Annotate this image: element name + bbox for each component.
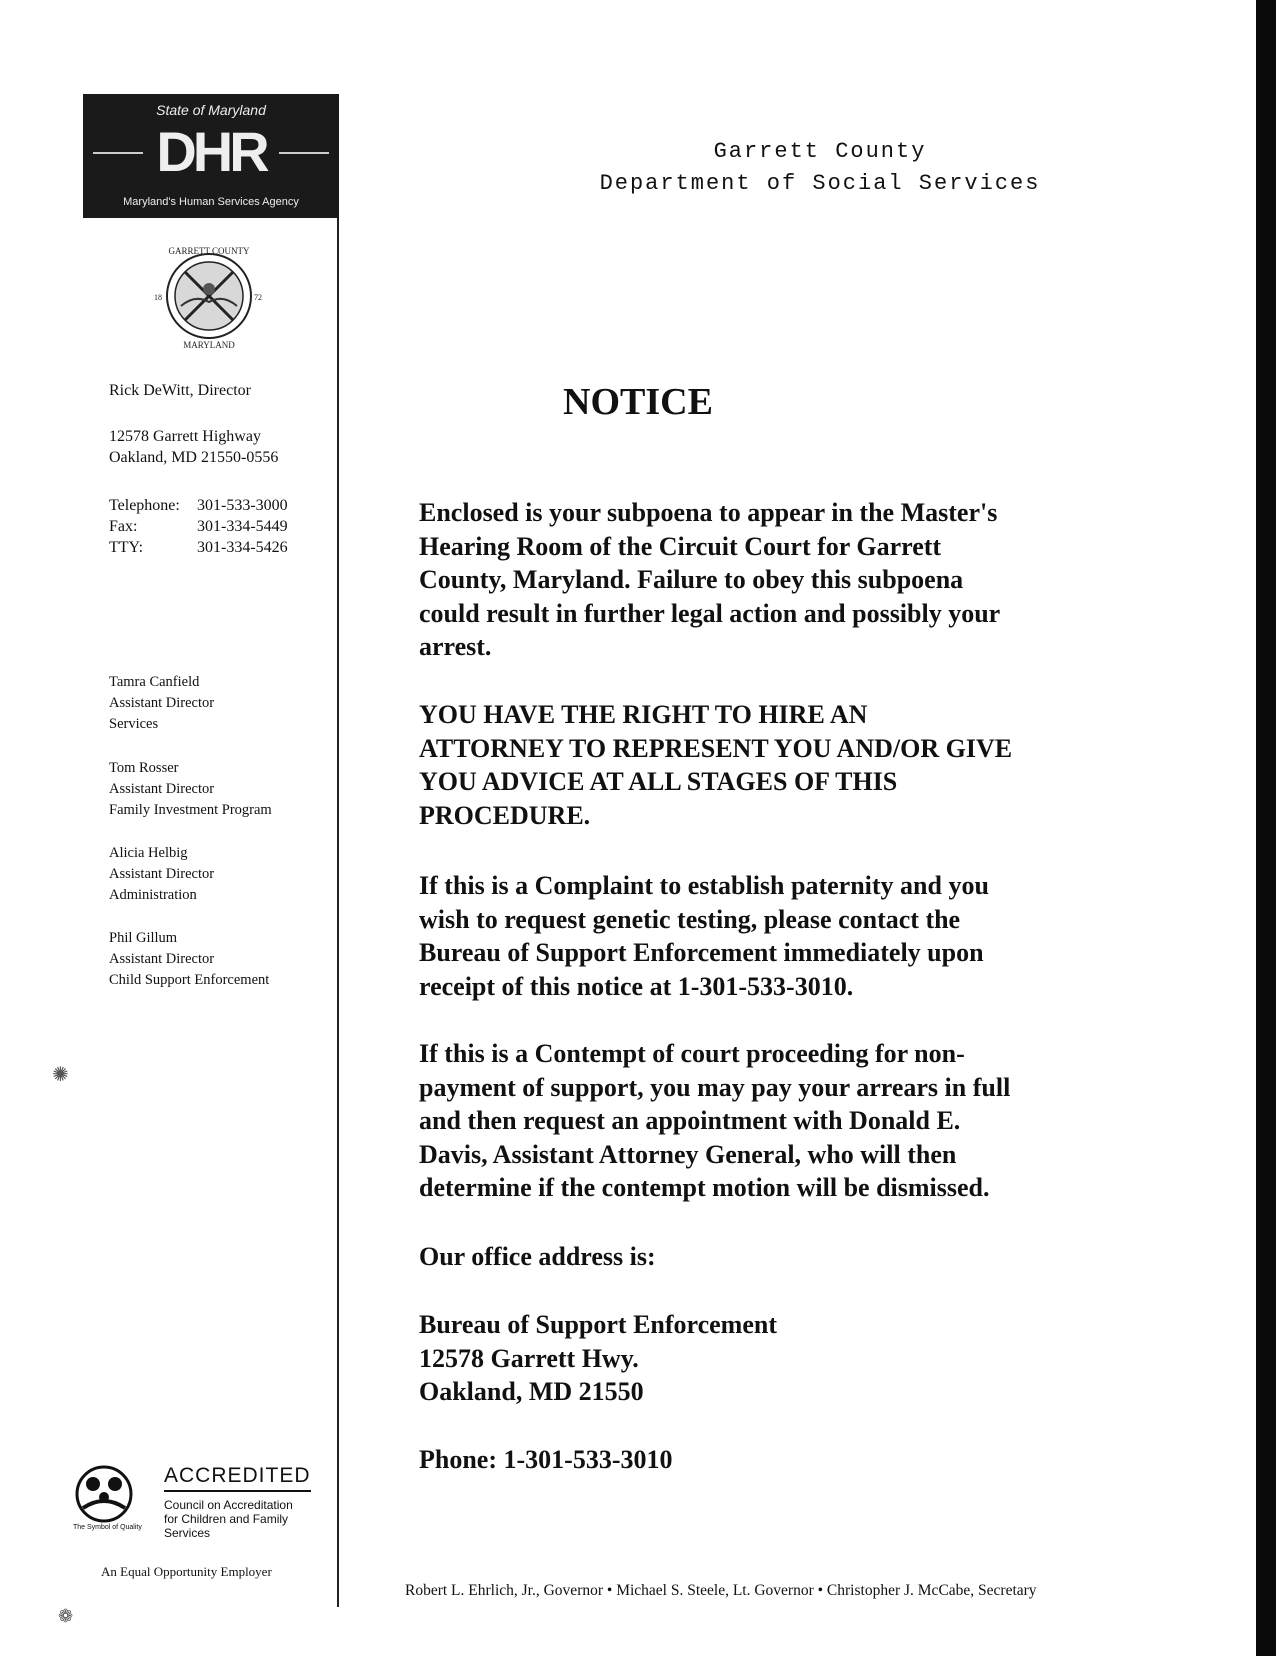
- svg-text:GARRETT COUNTY: GARRETT COUNTY: [168, 246, 250, 256]
- director-name: Rick DeWitt, Director: [109, 382, 251, 399]
- logo-dhr-mark: DHR: [156, 120, 266, 183]
- paragraph-line: Bureau of Support Enforcement immediately upon: [419, 938, 984, 967]
- equal-opportunity-statement: An Equal Opportunity Employer: [101, 1564, 272, 1579]
- staff-unit: Child Support Enforcement: [109, 972, 270, 988]
- staff-entry: [109, 843, 214, 906]
- paragraph-line: receipt of this notice at 1-301-533-3010.: [419, 971, 854, 1001]
- staff-name: Phil Gillum: [109, 930, 178, 946]
- logo-rule-right: [279, 152, 329, 154]
- scan-speck-icon: ✺: [52, 1064, 69, 1086]
- staff-unit: Services: [109, 716, 159, 732]
- staff-name: Tamra Canfield: [109, 674, 200, 690]
- contact-label: Telephone:: [109, 497, 180, 514]
- dhr-logo: [83, 94, 339, 218]
- notice-paragraph-paternity: [419, 869, 1119, 1003]
- county-seal-icon: [148, 244, 270, 356]
- staff-entry: [109, 758, 272, 821]
- paragraph-line: PROCEDURE.: [419, 800, 591, 830]
- paragraph-line: YOU ADVICE AT ALL STAGES OF THIS: [419, 767, 898, 796]
- scan-edge-bar: [1256, 0, 1276, 1656]
- council-line: Council on Accreditation: [164, 1498, 293, 1512]
- logo-tagline: Maryland's Human Services Agency: [123, 196, 299, 208]
- contact-value: 301-334-5426: [197, 539, 288, 556]
- staff-title: Assistant Director: [109, 866, 215, 882]
- contact-row-tty: [109, 537, 288, 558]
- paragraph-line: determine if the contempt motion will be dismissed.: [419, 1173, 990, 1202]
- accreditation-council: [164, 1498, 318, 1540]
- director-address: [109, 426, 278, 468]
- office-address-intro: Our office address is:: [419, 1242, 656, 1271]
- svg-text:MARYLAND: MARYLAND: [183, 340, 235, 350]
- address-line: 12578 Garrett Highway: [109, 428, 261, 445]
- contact-row-fax: [109, 516, 288, 537]
- staff-title: Assistant Director: [109, 695, 215, 711]
- paragraph-line: ATTORNEY TO REPRESENT YOU AND/OR GIVE: [419, 733, 1013, 763]
- contact-row-telephone: [109, 495, 288, 516]
- contact-value: 301-533-3000: [197, 497, 288, 514]
- paragraph-line: YOU HAVE THE RIGHT TO HIRE AN: [419, 700, 868, 729]
- notice-title: NOTICE: [563, 381, 713, 423]
- staff-unit: Administration: [109, 887, 197, 903]
- contact-label: TTY:: [109, 539, 144, 556]
- paragraph-line: Hearing Room of the Circuit Court for Garrett: [419, 531, 942, 561]
- staff-title: Assistant Director: [109, 781, 215, 797]
- county-name: Garrett County: [713, 139, 927, 164]
- paragraph-line: payment of support, you may pay your arrears in full: [419, 1072, 1011, 1102]
- contact-block: [109, 495, 288, 558]
- council-line: for Children and Family Services: [164, 1512, 289, 1540]
- scan-speck-icon: ❁: [58, 1606, 74, 1626]
- paragraph-line: could result in further legal action and possibly your: [419, 598, 1001, 628]
- staff-name: Tom Rosser: [109, 760, 179, 776]
- office-address: [419, 1308, 1119, 1409]
- office-address-line: 12578 Garrett Hwy.: [419, 1343, 639, 1373]
- department-header: [560, 136, 1080, 200]
- office-address-line: Oakland, MD 21550: [419, 1377, 644, 1406]
- notice-paragraph-contempt: [419, 1037, 1119, 1205]
- paragraph-line: wish to request genetic testing, please contact the: [419, 904, 961, 934]
- logo-state-text: State of Maryland: [156, 102, 266, 118]
- office-phone: Phone: 1-301-533-3010: [419, 1445, 673, 1474]
- sidebar-divider: [337, 212, 339, 1607]
- staff-title: Assistant Director: [109, 951, 215, 967]
- office-address-line: Bureau of Support Enforcement: [419, 1310, 777, 1339]
- paragraph-line: If this is a Complaint to establish paternity and you: [419, 871, 989, 900]
- svg-text:72: 72: [254, 293, 262, 302]
- contact-label: Fax:: [109, 518, 138, 535]
- paragraph-line: If this is a Contempt of court proceeding for non-: [419, 1039, 965, 1068]
- department-name: Department of Social Services: [599, 171, 1041, 196]
- paragraph-line: County, Maryland. Failure to obey this subpoena: [419, 565, 964, 594]
- accreditation-title: ACCREDITED: [164, 1464, 311, 1492]
- family-symbol-icon: [73, 1464, 135, 1524]
- paragraph-line: arrest.: [419, 632, 492, 661]
- staff-name: Alicia Helbig: [109, 845, 188, 861]
- accreditation-badge: [73, 1464, 318, 1540]
- officials-footer: Robert L. Ehrlich, Jr., Governor • Michael S. Steele, Lt. Governor • Christopher J. McCabe, Secretary: [405, 1582, 1037, 1599]
- staff-unit: Family Investment Program: [109, 802, 272, 818]
- svg-text:18: 18: [154, 293, 162, 302]
- contact-value: 301-334-5449: [197, 518, 288, 535]
- staff-entry: [109, 928, 269, 991]
- staff-entry: [109, 672, 214, 735]
- paragraph-line: Davis, Assistant Attorney General, who will then: [419, 1139, 957, 1169]
- accreditation-tagline: The Symbol of Quality: [73, 1524, 142, 1531]
- paragraph-line: and then request an appointment with Donald E.: [419, 1106, 961, 1135]
- notice-paragraph-subpoena: [419, 496, 1119, 664]
- notice-paragraph-attorney: [419, 698, 1119, 832]
- paragraph-line: Enclosed is your subpoena to appear in the Master's: [419, 498, 998, 527]
- address-line: Oakland, MD 21550-0556: [109, 449, 279, 466]
